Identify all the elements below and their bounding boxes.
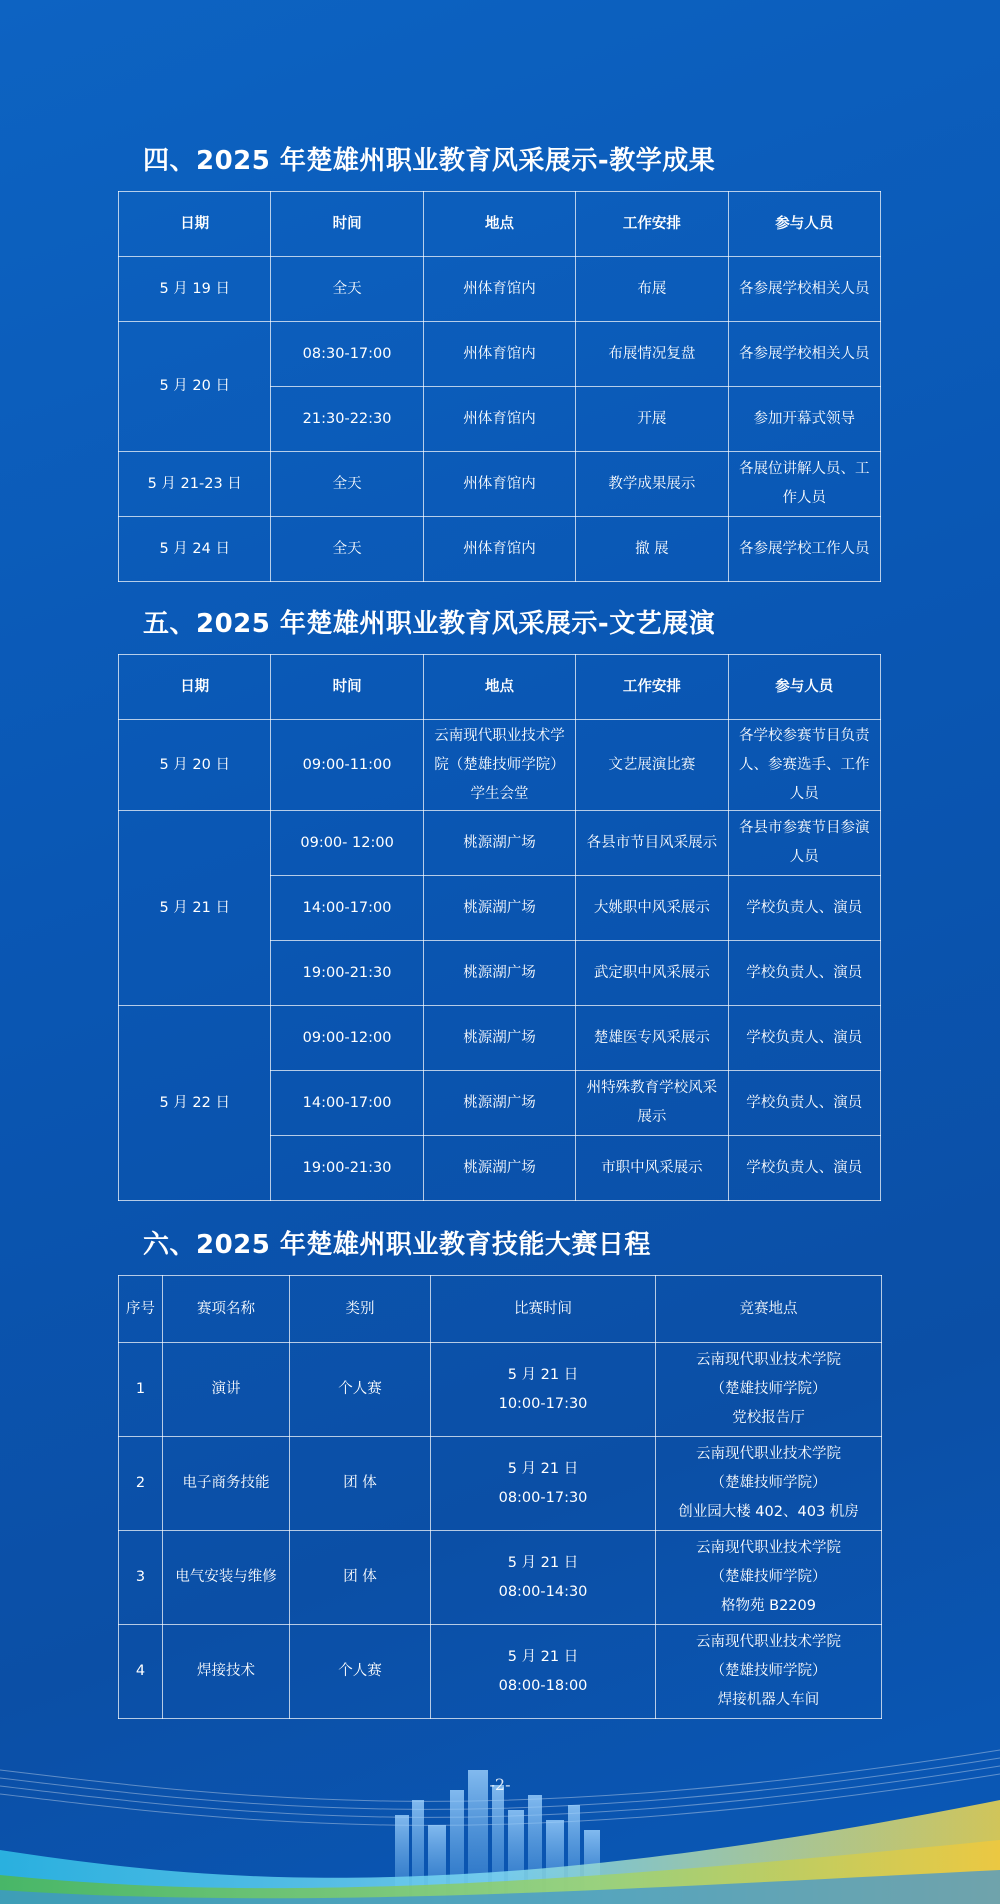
time-cell: 09:00- 12:00 [271, 811, 423, 876]
people-cell: 各参展学校相关人员 [728, 322, 880, 387]
header-venue: 竞赛地点 [656, 1276, 882, 1343]
table-header-row [119, 192, 881, 257]
venue-cell [656, 1343, 882, 1437]
name-cell: 演讲 [163, 1343, 290, 1437]
exhibition-schedule-table [118, 191, 881, 582]
header-time: 比赛时间 [431, 1276, 656, 1343]
people-cell: 各学校参赛节目负责人、参赛选手、工作人员 [728, 720, 880, 811]
place-cell: 州体育馆内 [423, 517, 575, 582]
task-cell: 州特殊教育学校风采展示 [576, 1071, 728, 1136]
date-cell: 5 月 24 日 [119, 517, 271, 582]
table-header-row [119, 655, 881, 720]
date-text: 5 月 21 日 [507, 1554, 579, 1571]
datetime-cell [431, 1531, 656, 1625]
place-cell: 州体育馆内 [423, 257, 575, 322]
venue-cell [656, 1437, 882, 1531]
time-cell: 08:30-17:00 [271, 322, 423, 387]
no-cell: 2 [119, 1437, 163, 1531]
date-cell: 5 月 19 日 [119, 257, 271, 322]
type-cell: 团 体 [290, 1437, 431, 1531]
date-cell: 5 月 22 日 [119, 1006, 271, 1201]
place-cell: 云南现代职业技术学院（楚雄技师学院）学生会堂 [423, 720, 575, 811]
people-cell: 各参展学校工作人员 [728, 517, 880, 582]
people-cell: 参加开幕式领导 [728, 387, 880, 452]
table-row [119, 257, 881, 322]
people-cell: 各参展学校相关人员 [728, 257, 880, 322]
page-number: -2- [489, 1775, 511, 1794]
place-cell: 州体育馆内 [423, 387, 575, 452]
place-cell: 桃源湖广场 [423, 811, 575, 876]
task-cell: 文艺展演比赛 [576, 720, 728, 811]
header-type: 类别 [290, 1276, 431, 1343]
table-row [119, 1437, 882, 1531]
header-date: 日期 [119, 655, 271, 720]
people-cell: 学校负责人、演员 [728, 1071, 880, 1136]
time-text: 08:00-14:30 [498, 1583, 588, 1600]
time-cell: 全天 [271, 257, 423, 322]
venue-line: （楚雄技师学院） [710, 1569, 827, 1585]
date-cell: 5 月 20 日 [119, 720, 271, 811]
people-cell: 学校负责人、演员 [728, 876, 880, 941]
people-cell: 各展位讲解人员、工作人员 [728, 452, 880, 517]
table-row [119, 1343, 882, 1437]
time-text: 10:00-17:30 [498, 1395, 588, 1412]
venue-line: （楚雄技师学院） [710, 1381, 827, 1397]
venue-line: 焊接机器人车间 [717, 1692, 820, 1708]
header-task: 工作安排 [576, 192, 728, 257]
venue-cell [656, 1531, 882, 1625]
section5-title: 五、2025 年楚雄州职业教育风采展示-文艺展演 [143, 609, 716, 639]
people-cell: 各县市参赛节目参演人员 [728, 811, 880, 876]
name-cell: 电子商务技能 [163, 1437, 290, 1531]
header-place: 地点 [423, 655, 575, 720]
date-cell: 5 月 20 日 [119, 322, 271, 452]
task-cell: 开展 [576, 387, 728, 452]
time-cell: 21:30-22:30 [271, 387, 423, 452]
task-cell: 布展情况复盘 [576, 322, 728, 387]
task-cell: 撤 展 [576, 517, 728, 582]
header-time: 时间 [271, 655, 423, 720]
no-cell: 3 [119, 1531, 163, 1625]
task-cell: 各县市节目风采展示 [576, 811, 728, 876]
time-cell: 09:00-12:00 [271, 1006, 423, 1071]
header-people: 参与人员 [728, 192, 880, 257]
venue-cell [656, 1625, 882, 1719]
task-cell: 大姚职中风采展示 [576, 876, 728, 941]
venue-line: 党校报告厅 [732, 1410, 805, 1426]
table-header-row [119, 1276, 882, 1343]
header-place: 地点 [423, 192, 575, 257]
datetime-cell [431, 1343, 656, 1437]
people-cell: 学校负责人、演员 [728, 1006, 880, 1071]
name-cell: 电气安装与维修 [163, 1531, 290, 1625]
time-cell: 全天 [271, 452, 423, 517]
people-cell: 学校负责人、演员 [728, 941, 880, 1006]
task-cell: 武定职中风采展示 [576, 941, 728, 1006]
table-row [119, 322, 881, 387]
header-time: 时间 [271, 192, 423, 257]
time-cell: 19:00-21:30 [271, 1136, 423, 1201]
task-cell: 楚雄医专风采展示 [576, 1006, 728, 1071]
no-cell: 4 [119, 1625, 163, 1719]
venue-line: 创业园大楼 402、403 机房 [678, 1504, 859, 1520]
place-cell: 桃源湖广场 [423, 941, 575, 1006]
type-cell: 个人赛 [290, 1625, 431, 1719]
time-text: 08:00-18:00 [498, 1677, 588, 1694]
task-cell: 布展 [576, 257, 728, 322]
place-cell: 州体育馆内 [423, 452, 575, 517]
task-cell: 市职中风采展示 [576, 1136, 728, 1201]
header-date: 日期 [119, 192, 271, 257]
date-text: 5 月 21 日 [507, 1366, 579, 1383]
table-row [119, 517, 881, 582]
venue-line: 格物苑 B2209 [721, 1598, 816, 1614]
time-cell: 14:00-17:00 [271, 1071, 423, 1136]
section4-title: 四、2025 年楚雄州职业教育风采展示-教学成果 [143, 146, 716, 176]
place-cell: 桃源湖广场 [423, 1136, 575, 1201]
time-text: 08:00-17:30 [498, 1489, 588, 1506]
header-no: 序号 [119, 1276, 163, 1343]
no-cell: 1 [119, 1343, 163, 1437]
performance-schedule-table [118, 654, 881, 1201]
table-row [119, 452, 881, 517]
place-cell: 桃源湖广场 [423, 1006, 575, 1071]
venue-line: 云南现代职业技术学院 [696, 1540, 841, 1556]
date-text: 5 月 21 日 [507, 1460, 579, 1477]
type-cell: 团 体 [290, 1531, 431, 1625]
header-task: 工作安排 [576, 655, 728, 720]
people-cell: 学校负责人、演员 [728, 1136, 880, 1201]
date-cell: 5 月 21-23 日 [119, 452, 271, 517]
datetime-cell [431, 1625, 656, 1719]
venue-line: 云南现代职业技术学院 [696, 1634, 841, 1650]
time-cell: 全天 [271, 517, 423, 582]
skills-contest-table [118, 1275, 882, 1719]
header-people: 参与人员 [728, 655, 880, 720]
date-cell: 5 月 21 日 [119, 811, 271, 1006]
section6-title: 六、2025 年楚雄州职业教育技能大赛日程 [143, 1230, 651, 1260]
place-cell: 桃源湖广场 [423, 876, 575, 941]
datetime-cell [431, 1437, 656, 1531]
footer-skyline-decoration [0, 1740, 1000, 1904]
table-row [119, 1006, 881, 1071]
time-cell: 09:00-11:00 [271, 720, 423, 811]
venue-line: （楚雄技师学院） [710, 1475, 827, 1491]
table-row [119, 811, 881, 876]
venue-line: 云南现代职业技术学院 [696, 1352, 841, 1368]
date-text: 5 月 21 日 [507, 1648, 579, 1665]
table-row [119, 720, 881, 811]
place-cell: 州体育馆内 [423, 322, 575, 387]
venue-line: （楚雄技师学院） [710, 1663, 827, 1679]
task-cell: 教学成果展示 [576, 452, 728, 517]
place-cell: 桃源湖广场 [423, 1071, 575, 1136]
venue-line: 云南现代职业技术学院 [696, 1446, 841, 1462]
time-cell: 19:00-21:30 [271, 941, 423, 1006]
table-row [119, 1625, 882, 1719]
table-row [119, 1531, 882, 1625]
time-cell: 14:00-17:00 [271, 876, 423, 941]
type-cell: 个人赛 [290, 1343, 431, 1437]
header-name: 赛项名称 [163, 1276, 290, 1343]
name-cell: 焊接技术 [163, 1625, 290, 1719]
